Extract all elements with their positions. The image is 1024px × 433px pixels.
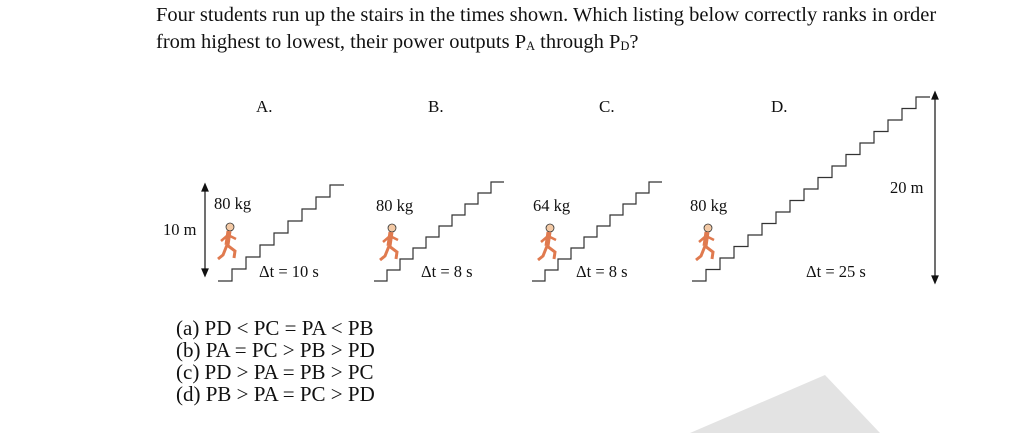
question-line-1: Four students run up the stairs in the times shown. Which listing below correctly ranks in order [156,4,937,26]
question-text [156,2,1016,58]
panel-d-mass: 80 kg [690,196,728,215]
runner-a [218,223,236,259]
option-d[interactable]: (d) PB > PA = PC > PD [176,382,375,406]
panel-a-mass: 80 kg [214,194,252,213]
height-label-short: 10 m [163,220,197,239]
option-c[interactable]: (c) PD > PA = PB > PC [176,360,374,384]
panel-b-mass: 80 kg [376,196,414,215]
panel-d-time: Δt = 25 s [806,262,866,281]
runner-c [538,224,556,260]
panel-b-time: Δt = 8 s [421,262,473,281]
panel-c-mass: 64 kg [533,196,571,215]
option-a[interactable]: (a) PD < PC = PA < PB [176,316,374,340]
option-b[interactable]: (b) PA = PC > PB > PD [176,338,375,362]
runner-d [696,224,714,260]
panel-c-label: C. [599,97,615,116]
question-line-2: from highest to lowest, their power outputs $P_A$ through $P_D$? [156,31,639,53]
height-arrow-a [202,184,208,276]
watermark-shape [690,375,880,433]
panel-c-time: Δt = 8 s [576,262,628,281]
answer-options [176,317,375,405]
height-label-tall: 20 m [890,178,924,197]
runner-b [380,224,398,260]
height-arrow-d [932,92,938,283]
panel-d-label: D. [771,97,788,116]
panel-b-label: B. [428,97,444,116]
panel-a-label: A. [256,97,273,116]
panel-a-time: Δt = 10 s [259,262,319,281]
